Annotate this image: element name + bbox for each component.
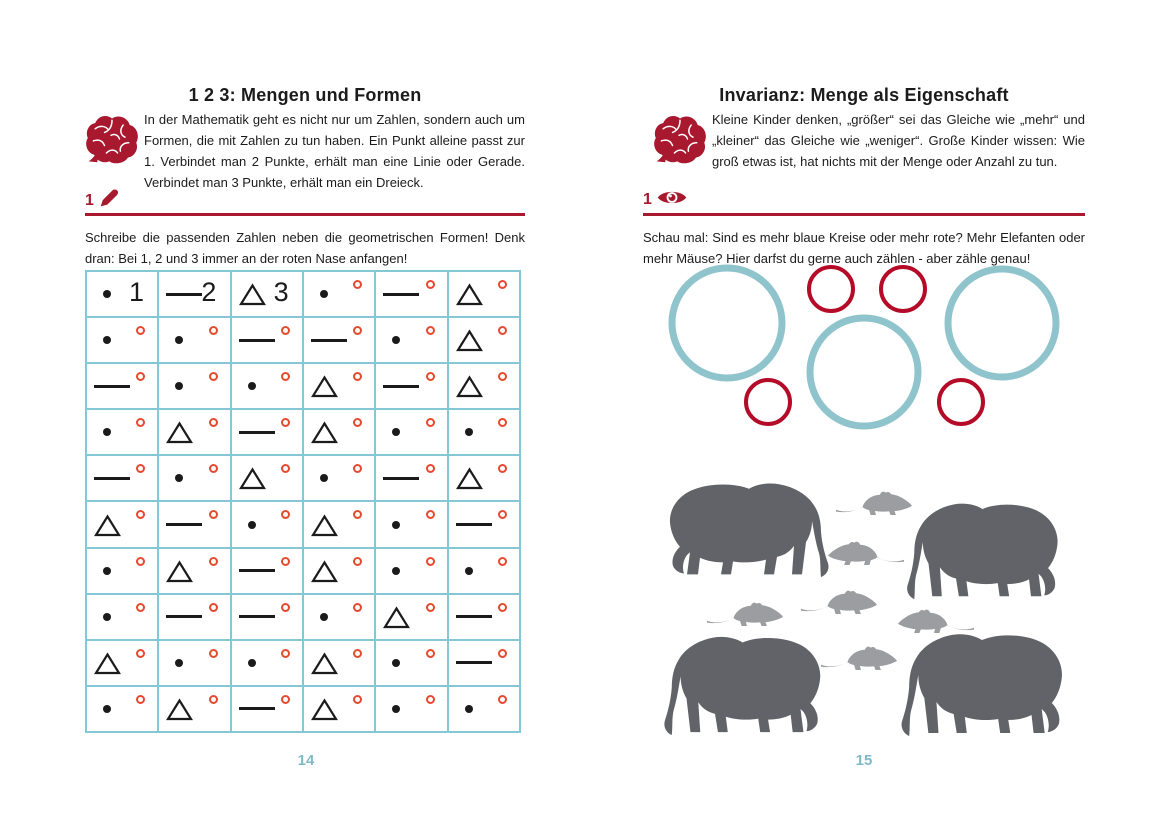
- line-shape: [239, 707, 275, 710]
- answer-ring: [281, 649, 290, 658]
- grid-answer-cell[interactable]: [159, 410, 229, 454]
- grid-answer-cell[interactable]: [376, 318, 446, 362]
- grid-answer-cell[interactable]: [232, 410, 302, 454]
- answer-ring: [136, 649, 145, 658]
- grid-answer-cell[interactable]: [376, 687, 446, 731]
- grid-answer-cell[interactable]: [449, 687, 519, 731]
- grid-answer-cell[interactable]: [87, 410, 157, 454]
- mouse-silhouette: [898, 610, 974, 633]
- dot-shape: [103, 613, 111, 621]
- answer-ring: [209, 372, 218, 381]
- grid-answer-cell[interactable]: [449, 410, 519, 454]
- page-title: Invarianz: Menge als Eigenschaft: [719, 85, 1009, 105]
- dot-shape: [320, 613, 328, 621]
- dot-shape: [175, 474, 183, 482]
- triangle-shape: [311, 421, 338, 449]
- dot-shape: [103, 428, 111, 436]
- grid-answer-cell[interactable]: [449, 641, 519, 685]
- line-shape: [94, 385, 130, 388]
- answer-ring: [426, 603, 435, 612]
- grid-answer-cell[interactable]: [376, 456, 446, 500]
- intro-text: In der Mathematik geht es nicht nur um Zahlen, sondern auch um Formen, die mit Zahlen zu tun haben. Ein Punkt alleine passt zur 1. Verbindet man 2 Punkte, erhält man eine Linie oder Gerade. Verbindet man 3 Punkte, erhält man ein Dreieck.: [144, 112, 525, 190]
- line-shape: [239, 339, 275, 342]
- answer-ring: [498, 695, 507, 704]
- answer-ring: [209, 464, 218, 473]
- dot-shape: [392, 521, 400, 529]
- grid-answer-cell[interactable]: [304, 272, 374, 316]
- grid-answer-cell[interactable]: [304, 364, 374, 408]
- answer-ring: [353, 418, 362, 427]
- grid-answer-cell[interactable]: [304, 687, 374, 731]
- grid-answer-cell[interactable]: [304, 641, 374, 685]
- line-shape: [383, 293, 419, 296]
- grid-answer-cell[interactable]: [304, 456, 374, 500]
- line-shape: [166, 293, 202, 296]
- answer-ring: [281, 326, 290, 335]
- grid-answer-cell[interactable]: [159, 687, 229, 731]
- grid-answer-cell[interactable]: [87, 318, 157, 362]
- answer-ring: [426, 326, 435, 335]
- triangle-shape: [311, 375, 338, 403]
- triangle-shape: [311, 652, 338, 680]
- answer-ring: [353, 326, 362, 335]
- dot-shape: [465, 705, 473, 713]
- triangle-shape: [311, 514, 338, 542]
- grid-answer-cell[interactable]: [87, 456, 157, 500]
- red-circle: [939, 380, 983, 424]
- grid-answer-cell[interactable]: [232, 456, 302, 500]
- triangle-shape: [94, 652, 121, 680]
- triangle-shape: [239, 283, 266, 311]
- answer-ring: [209, 557, 218, 566]
- triangle-shape: [311, 698, 338, 726]
- answer-ring: [209, 326, 218, 335]
- answer-ring: [136, 326, 145, 335]
- triangle-shape: [166, 698, 193, 726]
- grid-answer-cell[interactable]: [87, 641, 157, 685]
- answer-ring: [209, 510, 218, 519]
- answer-ring: [136, 418, 145, 427]
- dot-shape: [465, 428, 473, 436]
- triangle-shape: [456, 329, 483, 357]
- dot-shape: [392, 428, 400, 436]
- grid-answer-cell[interactable]: [304, 549, 374, 593]
- answer-ring: [136, 464, 145, 473]
- shapes-grid: [85, 270, 521, 733]
- mouse-silhouette: [801, 591, 877, 614]
- dot-shape: [248, 382, 256, 390]
- answer-ring: [281, 464, 290, 473]
- elephant-silhouette: [907, 504, 1057, 599]
- dot-shape: [103, 336, 111, 344]
- legend-number: 3: [273, 276, 289, 307]
- triangle-shape: [311, 560, 338, 588]
- answer-ring: [426, 464, 435, 473]
- answer-ring: [209, 695, 218, 704]
- dot-shape: [175, 382, 183, 390]
- grid-legend-cell: [159, 272, 229, 316]
- answer-ring: [353, 557, 362, 566]
- answer-ring: [353, 280, 362, 289]
- line-shape: [456, 661, 492, 664]
- answer-ring: [498, 464, 507, 473]
- answer-ring: [209, 649, 218, 658]
- answer-ring: [498, 557, 507, 566]
- line-shape: [239, 615, 275, 618]
- grid-answer-cell[interactable]: [304, 595, 374, 639]
- dot-shape: [103, 705, 111, 713]
- grid-answer-cell[interactable]: [87, 595, 157, 639]
- answer-ring: [353, 603, 362, 612]
- answer-ring: [353, 464, 362, 473]
- eye-icon: [657, 188, 687, 212]
- grid-answer-cell[interactable]: [159, 502, 229, 546]
- intro-row: [643, 109, 1085, 172]
- dot-shape: [392, 336, 400, 344]
- answer-ring: [281, 557, 290, 566]
- brain-icon: [85, 114, 141, 169]
- grid-answer-cell[interactable]: [449, 272, 519, 316]
- task-text: Schreibe die passenden Zahlen neben die geometrischen Formen! Denk dran: Bei 1, 2 und 3 immer an der roten Nase anfangen!: [85, 230, 525, 266]
- line-shape: [166, 615, 202, 618]
- animals-figure: [643, 470, 1085, 742]
- triangle-shape: [94, 514, 121, 542]
- red-circle: [881, 267, 925, 311]
- grid-answer-cell[interactable]: [304, 318, 374, 362]
- exercise-marker: [643, 188, 687, 212]
- grid-answer-cell[interactable]: [449, 502, 519, 546]
- triangle-shape: [239, 467, 266, 495]
- answer-ring: [426, 557, 435, 566]
- grid-answer-cell[interactable]: [304, 502, 374, 546]
- grid-answer-cell[interactable]: [376, 595, 446, 639]
- answer-ring: [426, 649, 435, 658]
- answer-ring: [353, 695, 362, 704]
- section-rule: [85, 213, 525, 216]
- answer-ring: [498, 280, 507, 289]
- blue-circle: [672, 268, 782, 378]
- answer-ring: [136, 603, 145, 612]
- grid-answer-cell[interactable]: [304, 410, 374, 454]
- task-text: Schau mal: Sind es mehr blaue Kreise oder mehr rote? Mehr Elefanten oder mehr Mäuse? Hier darfst du gerne auch zählen - aber zähle genau!: [643, 230, 1085, 266]
- grid-answer-cell[interactable]: [449, 364, 519, 408]
- line-shape: [239, 431, 275, 434]
- answer-ring: [281, 372, 290, 381]
- pencil-icon: [99, 188, 119, 213]
- dot-shape: [175, 336, 183, 344]
- mouse-silhouette: [821, 647, 897, 670]
- grid-answer-cell[interactable]: [232, 318, 302, 362]
- brain-icon: [653, 114, 709, 169]
- page-number-left: 14: [297, 752, 315, 769]
- triangle-shape: [456, 467, 483, 495]
- grid-answer-cell[interactable]: [232, 502, 302, 546]
- grid-answer-cell[interactable]: [449, 456, 519, 500]
- answer-ring: [281, 603, 290, 612]
- answer-ring: [498, 649, 507, 658]
- grid-answer-cell[interactable]: [159, 318, 229, 362]
- line-shape: [456, 615, 492, 618]
- answer-ring: [281, 418, 290, 427]
- grid-answer-cell[interactable]: [376, 272, 446, 316]
- answer-ring: [209, 603, 218, 612]
- grid-answer-cell[interactable]: [376, 364, 446, 408]
- dot-shape: [320, 290, 328, 298]
- line-shape: [383, 477, 419, 480]
- answer-ring: [281, 510, 290, 519]
- line-shape: [166, 523, 202, 526]
- intro-row: [85, 109, 525, 193]
- answer-ring: [498, 372, 507, 381]
- line-shape: [239, 569, 275, 572]
- grid-answer-cell[interactable]: [159, 641, 229, 685]
- answer-ring: [136, 695, 145, 704]
- line-shape: [311, 339, 347, 342]
- triangle-shape: [456, 283, 483, 311]
- dot-shape: [248, 659, 256, 667]
- grid-answer-cell[interactable]: [87, 364, 157, 408]
- grid-answer-cell[interactable]: [376, 549, 446, 593]
- line-shape: [383, 385, 419, 388]
- exercise-marker: [85, 188, 119, 213]
- grid-answer-cell[interactable]: [449, 318, 519, 362]
- grid-answer-cell[interactable]: [376, 410, 446, 454]
- exercise-number: 1: [643, 191, 652, 208]
- grid-answer-cell[interactable]: [159, 549, 229, 593]
- triangle-shape: [166, 560, 193, 588]
- grid-answer-cell[interactable]: [159, 456, 229, 500]
- section-rule: [643, 213, 1085, 216]
- answer-ring: [353, 510, 362, 519]
- elephant-silhouette: [664, 637, 820, 735]
- intro-text: Kleine Kinder denken, „größer“ sei das Gleiche wie „mehr“ und „kleiner“ das Gleiche wie „weniger“. Große Kinder wissen: Wie groß etwas ist, hat nichts mit der Menge oder Anzahl zu tun.: [712, 112, 1085, 169]
- mouse-silhouette: [836, 492, 912, 515]
- triangle-shape: [383, 606, 410, 634]
- dot-shape: [103, 567, 111, 575]
- elephant-silhouette: [670, 483, 829, 577]
- answer-ring: [353, 372, 362, 381]
- answer-ring: [136, 557, 145, 566]
- grid-answer-cell[interactable]: [159, 364, 229, 408]
- dot-shape: [248, 521, 256, 529]
- grid-answer-cell[interactable]: [449, 595, 519, 639]
- page-number-right: 15: [855, 752, 873, 769]
- grid-answer-cell[interactable]: [87, 687, 157, 731]
- dot-shape: [392, 567, 400, 575]
- dot-shape: [175, 659, 183, 667]
- answer-ring: [498, 326, 507, 335]
- answer-ring: [498, 510, 507, 519]
- grid-answer-cell[interactable]: [232, 641, 302, 685]
- page-title: 1 2 3: Mengen und Formen: [188, 85, 422, 105]
- answer-ring: [498, 418, 507, 427]
- grid-answer-cell[interactable]: [449, 549, 519, 593]
- dot-shape: [392, 659, 400, 667]
- elephant-silhouette: [902, 634, 1062, 736]
- grid-answer-cell[interactable]: [232, 687, 302, 731]
- grid-answer-cell[interactable]: [87, 549, 157, 593]
- answer-ring: [426, 510, 435, 519]
- grid-answer-cell[interactable]: [376, 502, 446, 546]
- answer-ring: [281, 695, 290, 704]
- grid-legend-cell: [232, 272, 302, 316]
- legend-number: 1: [129, 276, 145, 307]
- answer-ring: [136, 372, 145, 381]
- grid-legend-cell: [87, 272, 157, 316]
- dot-shape: [392, 705, 400, 713]
- mouse-silhouette: [707, 603, 783, 626]
- answer-ring: [426, 695, 435, 704]
- dot-shape: [465, 567, 473, 575]
- grid-answer-cell[interactable]: [159, 595, 229, 639]
- triangle-shape: [456, 375, 483, 403]
- red-circle: [746, 380, 790, 424]
- blue-circle: [948, 269, 1056, 377]
- answer-ring: [209, 418, 218, 427]
- dot-shape: [320, 474, 328, 482]
- dot-shape: [103, 290, 111, 298]
- answer-ring: [426, 418, 435, 427]
- answer-ring: [426, 372, 435, 381]
- answer-ring: [426, 280, 435, 289]
- answer-ring: [353, 649, 362, 658]
- grid-answer-cell[interactable]: [232, 549, 302, 593]
- mouse-silhouette: [828, 542, 904, 565]
- legend-number: 2: [201, 276, 217, 307]
- line-shape: [456, 523, 492, 526]
- blue-circle: [810, 318, 918, 426]
- answer-ring: [136, 510, 145, 519]
- grid-answer-cell[interactable]: [87, 502, 157, 546]
- exercise-number: 1: [85, 191, 94, 209]
- circles-figure: [643, 261, 1085, 433]
- red-circle: [809, 267, 853, 311]
- answer-ring: [498, 603, 507, 612]
- line-shape: [94, 477, 130, 480]
- triangle-shape: [166, 421, 193, 449]
- grid-answer-cell[interactable]: [376, 641, 446, 685]
- grid-answer-cell[interactable]: [232, 364, 302, 408]
- grid-answer-cell[interactable]: [232, 595, 302, 639]
